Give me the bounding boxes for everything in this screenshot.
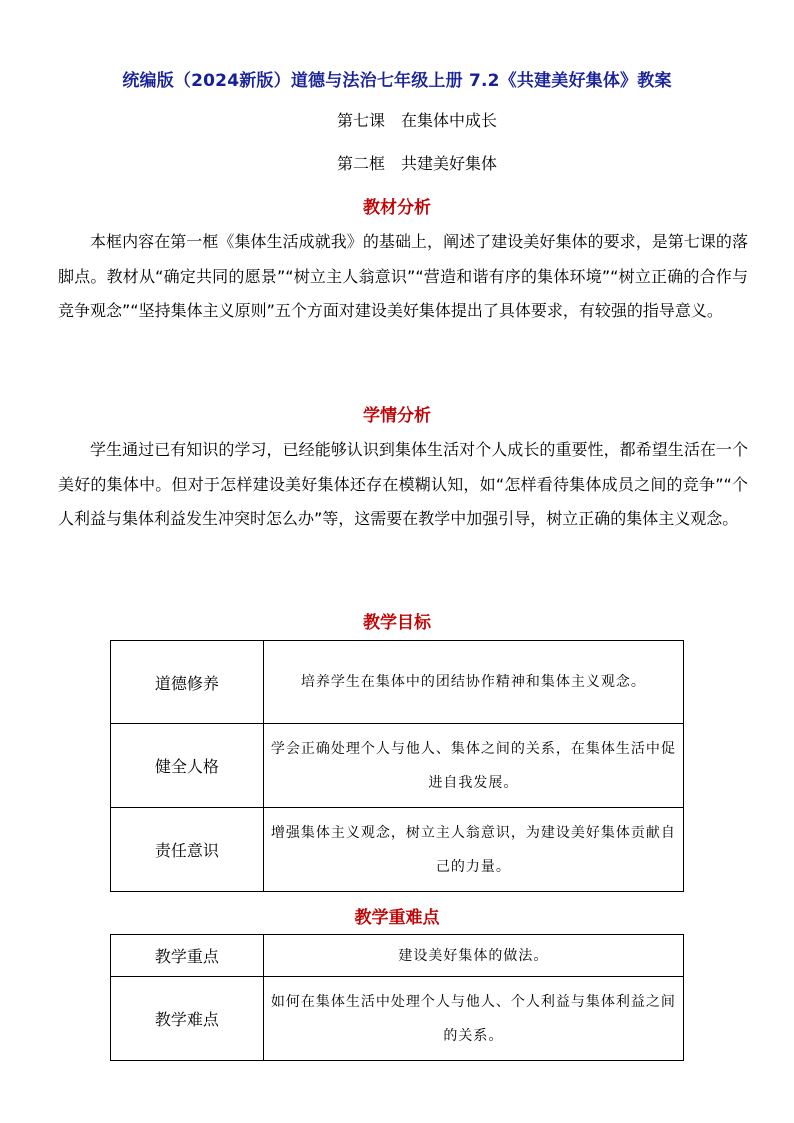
- learning-analysis-heading: 学情分析: [363, 406, 431, 426]
- textbook-analysis-heading: 教材分析: [363, 198, 431, 218]
- objective-text: 增强集体主义观念，树立主人翁意识，为建设美好集体贡献自己的力量。: [263, 808, 683, 892]
- textbook-analysis-text: 本框内容在第一框《集体生活成就我》的基础上，阐述了建设美好集体的要求，是第七课的落脚点。教材从“确定共同的愿景”“树立主人翁意识”“营造和谐有序的集体环境”“树立正确的合作与竞争观念”“坚持集体主义原则”五个方面对建设美好集体提出了具体要求，有较强的指导意义。: [58, 232, 748, 320]
- objective-label: 责任意识: [111, 808, 264, 892]
- objective-label: 道德修养: [111, 641, 264, 724]
- key-point-label: 教学重点: [111, 935, 264, 977]
- table-row: [111, 977, 684, 1061]
- table-row: [111, 641, 684, 724]
- document-title: 统编版（2024新版）道德与法治七年级上册 7.2《共建美好集体》教案: [122, 71, 672, 91]
- key-points-heading: 教学重难点: [354, 908, 440, 928]
- table-row: [111, 935, 684, 977]
- section-title: 第二框 共建美好集体: [336, 154, 497, 173]
- lesson-title: 第七课 在集体中成长: [336, 111, 497, 130]
- key-point-label: 教学难点: [111, 977, 264, 1061]
- objectives-table: [110, 640, 684, 892]
- key-points-table: [110, 934, 684, 1061]
- objectives-heading: 教学目标: [363, 613, 431, 633]
- key-point-text: 如何在集体生活中处理个人与他人、个人利益与集体利益之间的关系。: [263, 977, 683, 1061]
- objective-text: 培养学生在集体中的团结协作精神和集体主义观念。: [263, 641, 683, 724]
- key-point-text: 建设美好集体的做法。: [263, 935, 683, 977]
- objective-text: 学会正确处理个人与他人、集体之间的关系，在集体生活中促进自我发展。: [263, 724, 683, 808]
- objective-label: 健全人格: [111, 724, 264, 808]
- learning-analysis-text: 学生通过已有知识的学习，已经能够认识到集体生活对个人成长的重要性，都希望生活在一个美好的集体中。但对于怎样建设美好集体还存在模糊认知，如“怎样看待集体成员之间的竞争”“个人利益与集体利益发生冲突时怎么办”等，这需要在教学中加强引导，树立正确的集体主义观念。: [58, 440, 748, 528]
- table-row: [111, 724, 684, 808]
- table-row: [111, 808, 684, 892]
